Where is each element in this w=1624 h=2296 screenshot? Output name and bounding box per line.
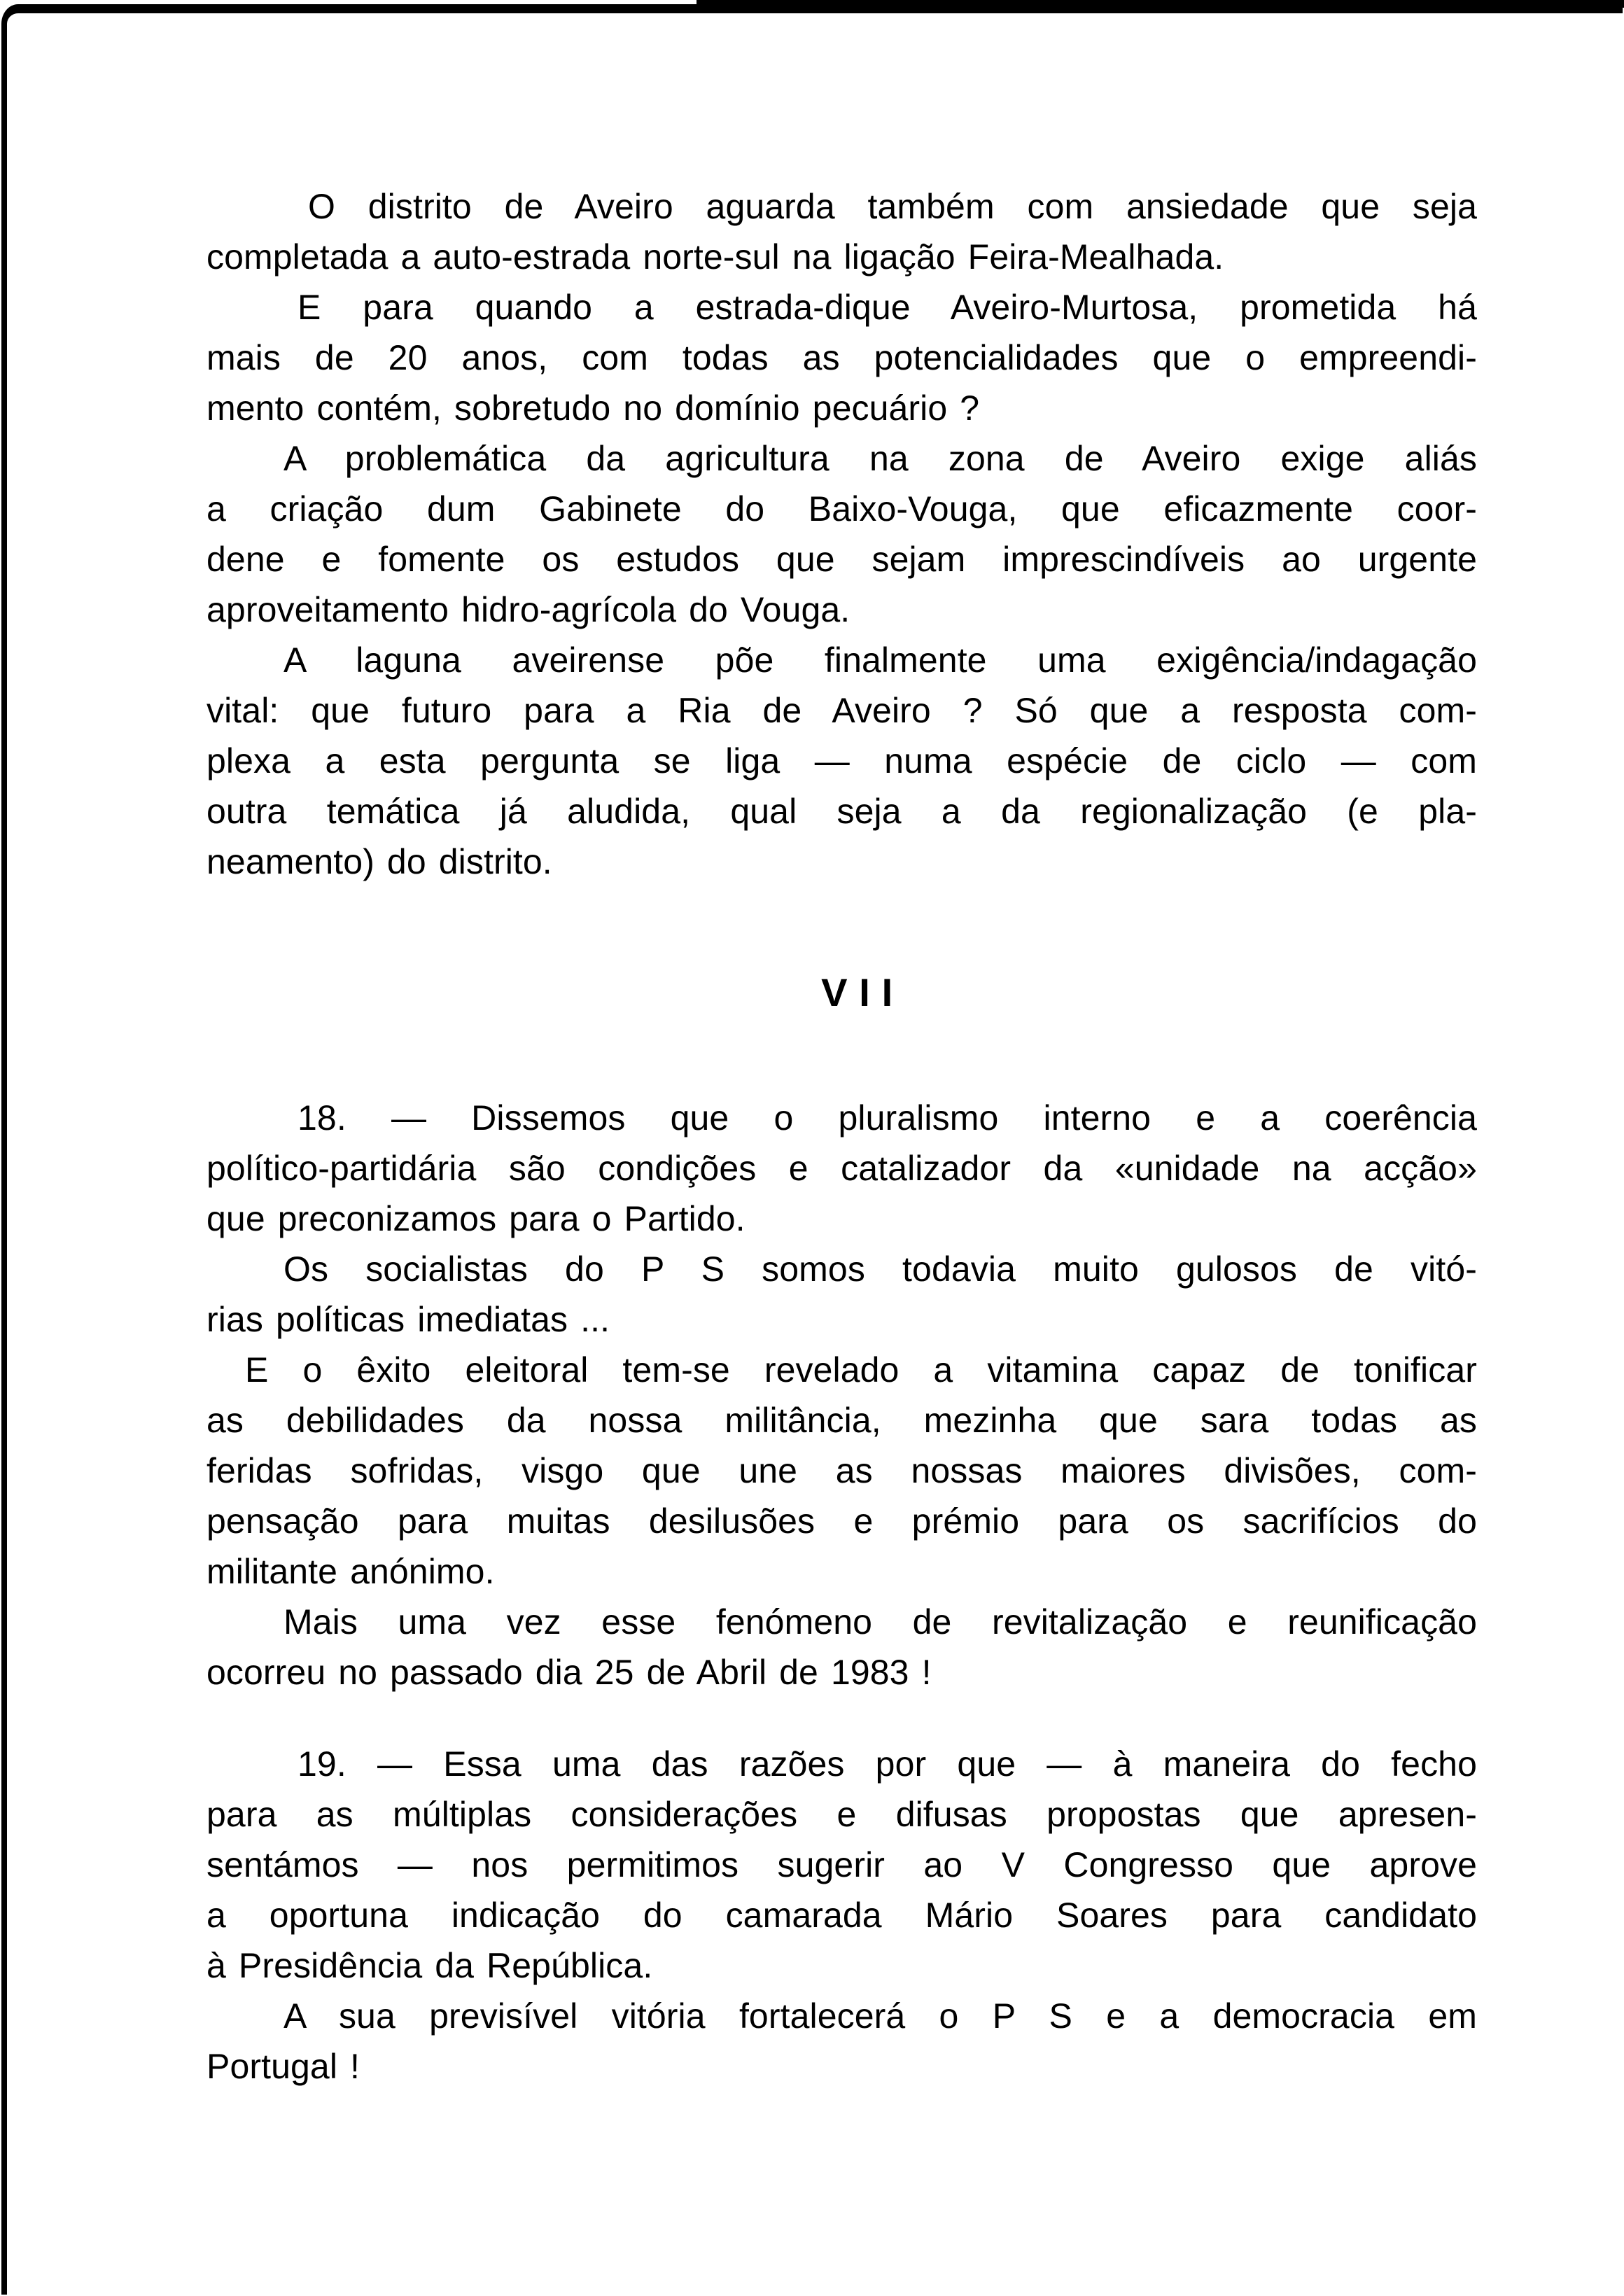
text-line: as debilidades da nossa militância, mezinha que sara todas as xyxy=(206,1401,1477,1440)
paragraph xyxy=(206,1739,1477,1991)
text-line: completada a auto-estrada norte-sul na ligação Feira-Mealhada. xyxy=(206,237,1224,276)
text-line: à Presidência da República. xyxy=(206,1946,653,1985)
text-line: A sua previsível vitória fortalecerá o P S e a democracia em xyxy=(284,1996,1477,2036)
paragraph xyxy=(206,1093,1477,1244)
text-line: a criação dum Gabinete do Baixo-Vouga, que eficazmente coor- xyxy=(206,489,1477,528)
text-line: A laguna aveirense põe finalmente uma exigência/indagação xyxy=(284,640,1477,680)
paragraph xyxy=(206,1345,1477,1597)
text-line: Portugal ! xyxy=(206,2047,360,2086)
paragraph xyxy=(206,635,1477,887)
text-line: mento contém, sobretudo no domínio pecuário ? xyxy=(206,388,980,428)
text-line: E para quando a estrada-dique Aveiro-Murtosa, prometida há xyxy=(298,288,1477,327)
text-line: O distrito de Aveiro aguarda também com ansiedade que seja xyxy=(308,187,1477,226)
text-line: Mais uma vez esse fenómeno de revitalização e reunificação xyxy=(284,1602,1477,1642)
text-line: 18. — Dissemos que o pluralismo interno e a coerência xyxy=(298,1098,1477,1138)
text-line: Os socialistas do P S somos todavia muito gulosos de vitó- xyxy=(284,1250,1477,1289)
text-line: outra temática já aludida, qual seja a da regionalização (e pla- xyxy=(206,792,1477,831)
paragraph xyxy=(206,1597,1477,1698)
paragraph xyxy=(206,282,1477,433)
text-line: para as múltiplas considerações e difusas propostas que apresen- xyxy=(206,1795,1477,1834)
section-heading: VII xyxy=(821,970,904,1014)
text-line: a oportuna indicação do camarada Mário Soares para candidato xyxy=(206,1896,1477,1935)
page-scan-top-edge xyxy=(696,0,1624,8)
text-line: dene e fomente os estudos que sejam imprescindíveis ao urgente xyxy=(206,540,1477,579)
paragraph xyxy=(206,1244,1477,1345)
text-line: mais de 20 anos, com todas as potencialidades que o empreendi- xyxy=(206,338,1477,377)
text-line: pensação para muitas desilusões e prémio para os sacrifícios do xyxy=(206,1502,1477,1541)
text-line: aproveitamento hidro-agrícola do Vouga. xyxy=(206,590,850,629)
text-line: 19. — Essa uma das razões por que — à maneira do fecho xyxy=(298,1744,1477,1784)
text-line: militante anónimo. xyxy=(206,1552,495,1591)
text-line: A problemática da agricultura na zona de Aveiro exige aliás xyxy=(284,439,1477,478)
text-line: vital: que futuro para a Ria de Aveiro ? Só que a resposta com- xyxy=(206,691,1477,730)
paragraph xyxy=(206,433,1477,635)
text-block xyxy=(206,181,1477,2092)
text-line: que preconizamos para o Partido. xyxy=(206,1199,746,1238)
text-line: político-partidária são condições e catalizador da «unidade na acção» xyxy=(206,1149,1477,1188)
text-line: ocorreu no passado dia 25 de Abril de 1983 ! xyxy=(206,1653,932,1692)
text-line: rias políticas imediatas ... xyxy=(206,1300,610,1339)
text-line: plexa a esta pergunta se liga — numa espécie de ciclo — com xyxy=(206,741,1477,780)
text-line: sentámos — nos permitimos sugerir ao V Congresso que aprove xyxy=(206,1845,1477,1884)
text-line: neamento) do distrito. xyxy=(206,842,552,881)
text-line: E o êxito eleitoral tem-se revelado a vitamina capaz de tonificar xyxy=(245,1350,1477,1390)
paragraph xyxy=(206,181,1477,282)
paragraph xyxy=(206,1991,1477,2092)
text-line: feridas sofridas, visgo que une as nossas maiores divisões, com- xyxy=(206,1451,1477,1490)
